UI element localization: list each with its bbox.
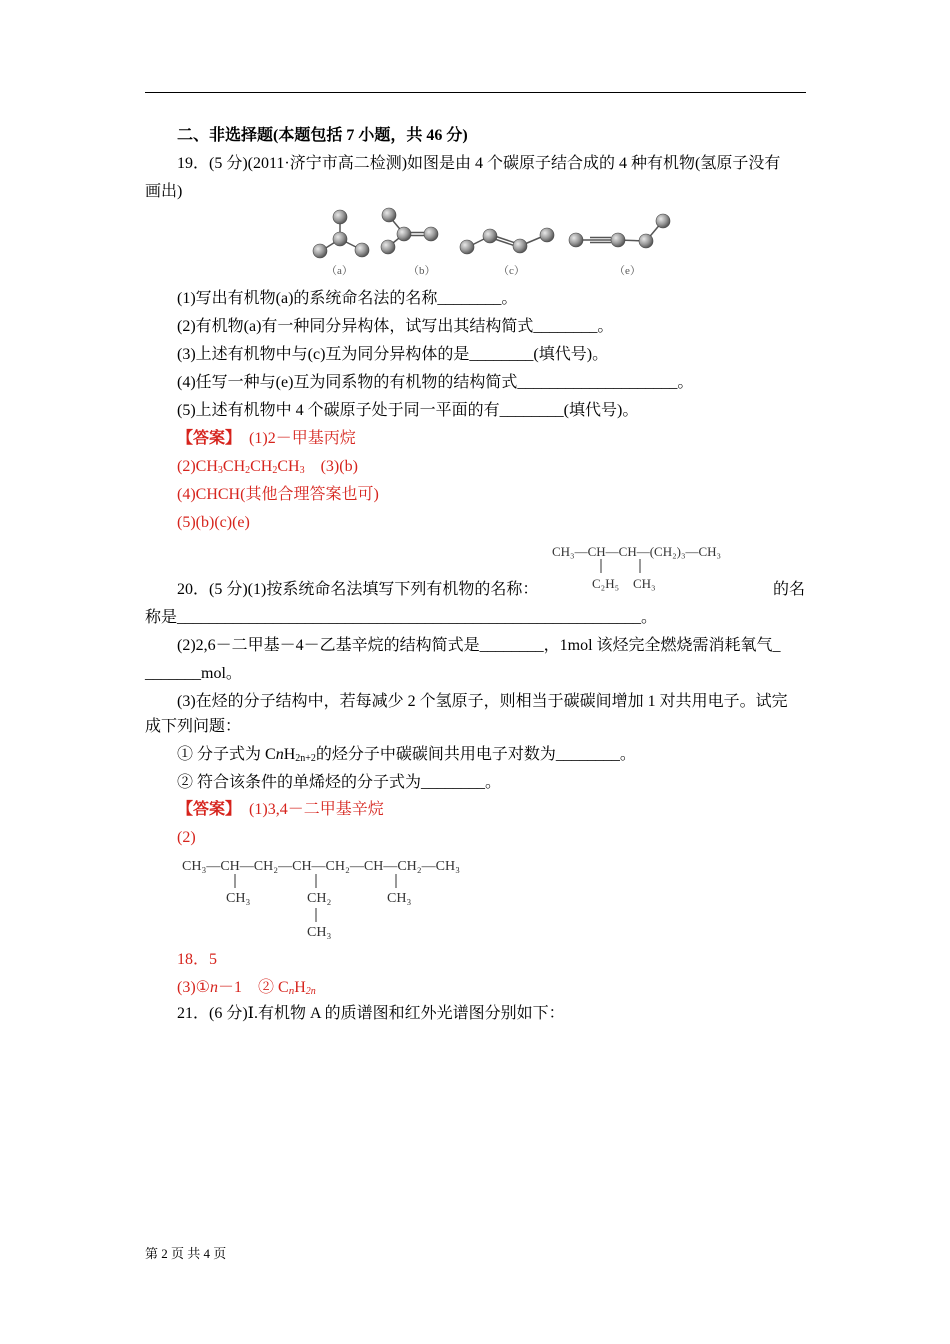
fig-label-a: （a） (326, 265, 353, 277)
q20-line3: (2)2,6－二甲基－4－乙基辛烷的结构简式是________，1mol 该烃完全燃烧需消耗氧气_ (177, 637, 781, 654)
q20-answer2-label: (2) (177, 829, 196, 846)
chain-main: CH₃—CH—CH₂—CH—CH₂—CH—CH₂—CH₃ (182, 859, 460, 874)
q20-answer1: (1)3,4－二甲基辛烷 (249, 801, 384, 818)
q19-answer3: (4)CHCH(其他合理答案也可) (177, 486, 379, 503)
struct-branch-methyl: CH₃ (633, 576, 656, 591)
q19-line1: 19．(5 分)(2011·济宁市高二检测)如图是由 4 个碳原子结合成的 4 种有机物(氢原子没有 (177, 155, 781, 172)
q20-line1-right: 的名 (773, 581, 806, 598)
page-footer: 第 2 页 共 4 页 (145, 1246, 227, 1261)
q19-answer2: $(2)CH_3CH_2CH_2CH_3$ (3)(b) (177, 458, 358, 476)
fig-label-c: （c） (498, 265, 525, 277)
struct-branch-ethyl: C₂H₅ (592, 576, 620, 591)
q19-molecule-figure (300, 204, 680, 280)
q20-answer-chain-figure (178, 850, 508, 942)
q20-answer-line1 (177, 800, 384, 820)
fig-label-e: （e） (614, 265, 641, 277)
q20-line5: (3)在烃的分子结构中，若每减少 2 个氢原子，则相当于碳碳间增加 1 对共用电子。试完 (177, 693, 788, 710)
q19-answer1: (1)2－甲基丙烷 (249, 430, 356, 447)
q19-sub1: (1)写出有机物(a)的系统命名法的名称________。 (177, 290, 518, 307)
q20-line1-left: 20．(5 分)(1)按系统命名法填写下列有机物的名称： (177, 581, 539, 598)
q19-answer-line1 (177, 429, 356, 449)
section-header: 二、非选择题(本题包括 7 小题，共 46 分) (177, 127, 468, 144)
chain-branch-1: CH₃ (226, 891, 251, 906)
chain-branch-3: CH₃ (387, 891, 412, 906)
q20-line2: 称是__________________________________________________________。 (145, 609, 658, 626)
struct-main-chain: CH₃—CH—CH—(CH₂)₃—CH₃ (552, 544, 722, 559)
q20-answer4: (3)①n－1 ② CnH$_{2n}$ (177, 979, 316, 997)
fig-label-b: （b） (408, 265, 436, 277)
q19-sub3: (3)上述有机物中与(c)互为同分异构体的是________(填代号)。 (177, 346, 609, 363)
q19-sub4: (4)任写一种与(e)互为同系物的有机物的结构简式____________________。 (177, 374, 694, 391)
q20-line4: _______mol。 (145, 665, 242, 682)
q19-line2: 画出) (145, 183, 183, 200)
q20-structure-figure (548, 538, 778, 596)
answer-tag: 【答案】 (177, 430, 234, 447)
chain-branch-2a: CH₂ (307, 891, 332, 906)
q20-line8: ② 符合该条件的单烯烃的分子式为________。 (177, 774, 502, 791)
q21-line1: 21．(6 分)Ⅰ.有机物 A 的质谱图和红外光谱图分别如下： (177, 1005, 565, 1022)
chain-branch-2b: CH₃ (307, 925, 332, 940)
q20-line6: 成下列问题： (145, 718, 242, 735)
q20-line7: ① 分子式为 CnH$_{2n+2}$的烃分子中碳碳间共用电子对数为________。 (177, 746, 636, 764)
q19-sub2: (2)有机物(a)有一种同分异构体，试写出其结构简式________。 (177, 318, 614, 335)
answer-tag: 【答案】 (177, 801, 234, 818)
q19-sub5: (5)上述有机物中 4 个碳原子处于同一平面的有________(填代号)。 (177, 402, 639, 419)
header-rule (145, 92, 806, 93)
q20-answer3: 18．5 (177, 951, 218, 968)
q19-answer4: (5)(b)(c)(e) (177, 514, 250, 531)
